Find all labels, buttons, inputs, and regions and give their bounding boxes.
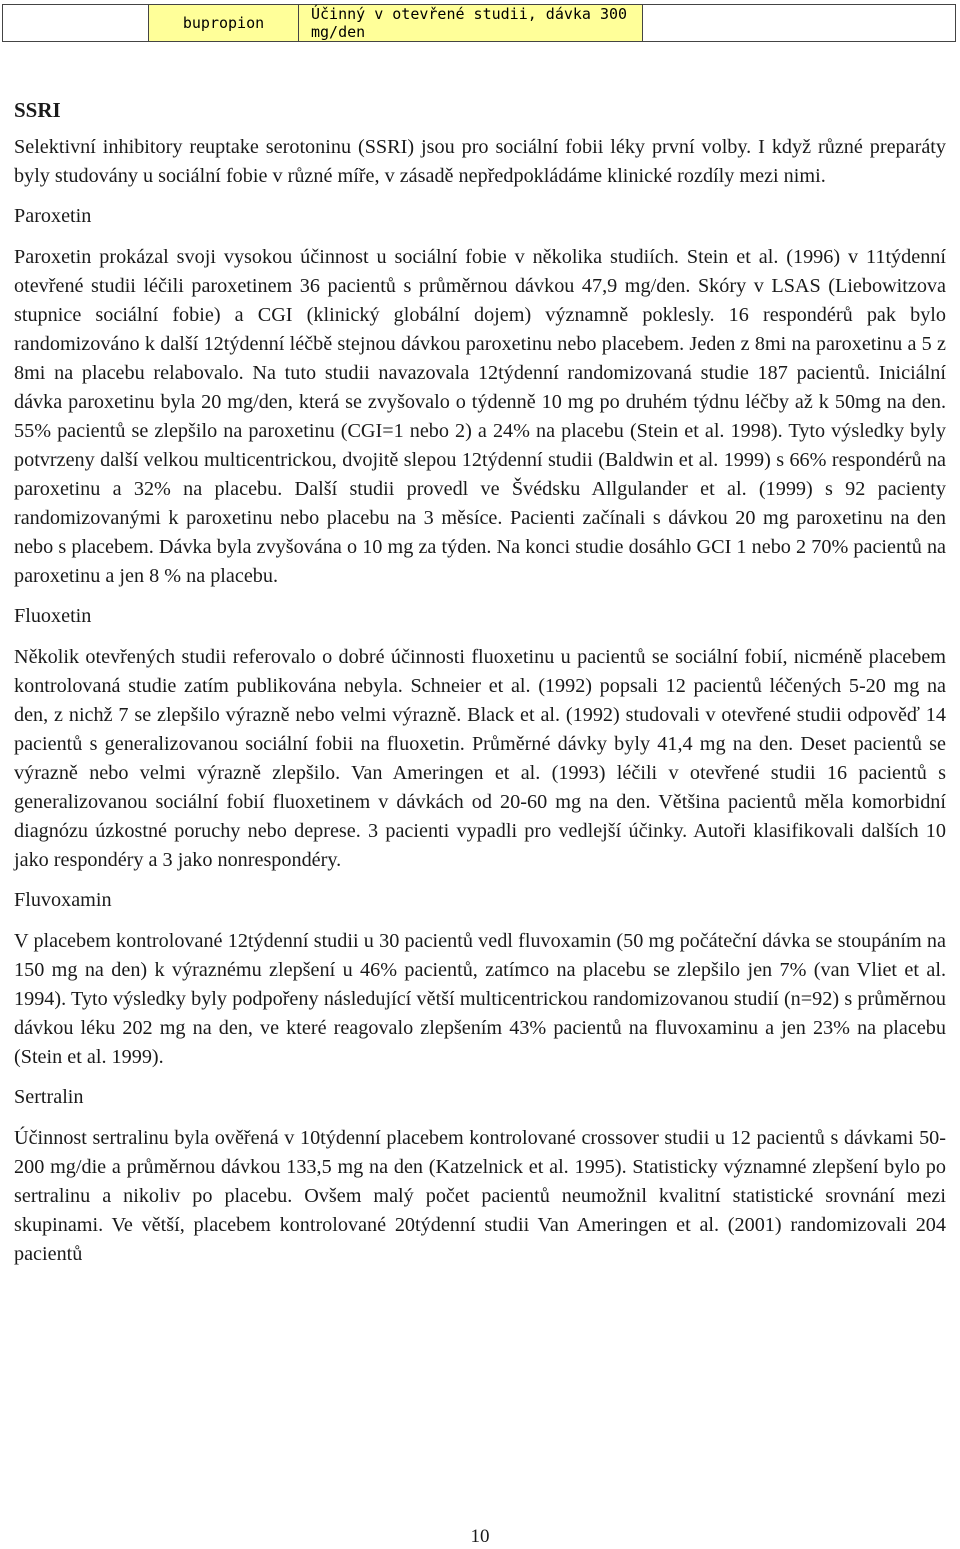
page-number: 10 [470, 1526, 490, 1547]
subheading-paroxetin: Paroxetin [14, 205, 92, 227]
document-body [14, 96, 946, 1269]
paragraph-sertralin: Účinnost sertralinu byla ověřená v 10týdenní placebem kontrolované crossover studii u 12 pacientů s dávkami 50-200 mg/die a průměrnou dávkou 133,5 mg na den (Katzelnick et al. 1995). Statisticky významné zlepšení bylo po sertralinu a nikoliv po placebu. Ovšem malý počet pacientů neumožnil kvalitní statistické srovnání mezi skupinami. Ve větší, placebem kontrolované 20týdenní studii Van Ameringen et al. (2001) randomizovali 204 pacientů [14, 1127, 946, 1265]
paragraph-fluvoxamin: V placebem kontrolované 12týdenní studii u 30 pacientů vedl fluvoxamin (50 mg počáteční dávka se stoupáním na 150 mg na den) k výraznému zlepšení u 46% pacientů, zatímco na placebu se zlepšilo jen 7% (van Vliet et al. 1994). Tyto výsledky byly podpořeny následující větší multicentrickou randomizovanou studií (n=92) s průměrnou dávkou léku 202 mg na den, ve které reagovalo zlepšením 43% pacientů na fluvoxaminu a jen 23% na placebu (Stein et al. 1999). [14, 930, 946, 1068]
table-cell-drug: bupropion [149, 5, 299, 41]
intro-paragraph: Selektivní inhibitory reuptake serotoninu (SSRI) jsou pro sociální fobii léky první volby. I když různé preparáty byly studovány u sociální fobie v různé míře, v zásadě nepředpokládáme klinické rozdíly mezi nimi. [14, 136, 946, 187]
drug-table-row [2, 4, 956, 42]
subheading-sertralin: Sertralin [14, 1086, 84, 1108]
paragraph-paroxetin: Paroxetin prokázal svoji vysokou účinnost u sociální fobie v několika studiích. Stein et al. (1996) v 11týdenní otevřené studii léčili paroxetinem 36 pacientů s průměrnou dávkou 47,9 mg/den. Skóry v LSAS (Liebowitzova stupnice sociální fobie) a CGI (klinický globální dojem) významně poklesly. 16 respondérů pak bylo randomizováno k další 12týdenní léčbě stejnou dávkou paroxetinu nebo placebem. Jeden z 8mi na paroxetinu a 5 z 8mi na placebu relabovalo. Na tuto studii navazovala 12týdenní randomizovaná studie 187 pacientů. Iniciální dávka paroxetinu byla 20 mg/den, která se zvyšovalo o týdenně 10 mg po druhém týdnu léčby až k 50mg na den. 55% pacientů se zlepšilo na paroxetinu (CGI=1 nebo 2) a 24% na placebu (Stein et al. 1998). Tyto výsledky byly potvrzeny další velkou multicentrickou, dvojitě slepou 12týdenní studii (Baldwin et al. 1999) s 66% respondérů na paroxetinu a 32% na placebu. Další studii provedl ve Švédsku Allgulander et al. (1999) s 92 pacienty randomizovanými k paroxetinu nebo placebu na 3 měsíce. Pacienti začínali s dávkou 20 mg paroxetinu na den nebo s placebem. Dávka byla zvyšována o 10 mg za týden. Na konci studie dosáhlo GCI 1 nebo 2 70% pacientů na paroxetinu a jen 8 % na placebu. [14, 246, 946, 587]
paragraph-fluoxetin: Několik otevřených studii referovalo o dobré účinnosti fluoxetinu u pacientů se sociální fobií, nicméně placebem kontrolovaná studie zatím publikována nebyla. Schneier et al. (1992) popsali 12 pacientů léčených 5-20 mg na den, z nichž 7 se zlepšilo výrazně nebo velmi výrazně. Black et al. (1992) studovali v otevřené studii odpověď 14 pacientů s generalizovanou sociální fobii na fluoxetin. Průměrné dávky byly 41,4 mg na den. Deset pacientů se výrazně nebo velmi výrazně zlepšilo. Van Ameringen et al. (1993) léčili v otevřené studii 16 pacientů s generalizovanou sociální fobií fluoxetinem v dávkách od 20-60 mg na den. Většina pacientů měla komorbidní diagnózu úzkostné poruchy nebo deprese. 3 pacienti vypadli pro vedlejší účinky. Autoři klasifikovali dalších 10 jako respondéry a 3 jako nonrespondéry. [14, 646, 946, 871]
subheading-fluoxetin: Fluoxetin [14, 605, 92, 627]
table-cell-empty [3, 5, 149, 41]
subheading-fluvoxamin: Fluvoxamin [14, 889, 112, 911]
table-cell-empty-right [643, 5, 955, 41]
table-cell-description: Účinný v otevřené studii, dávka 300 mg/den [299, 5, 643, 41]
section-heading: SSRI [14, 98, 61, 122]
